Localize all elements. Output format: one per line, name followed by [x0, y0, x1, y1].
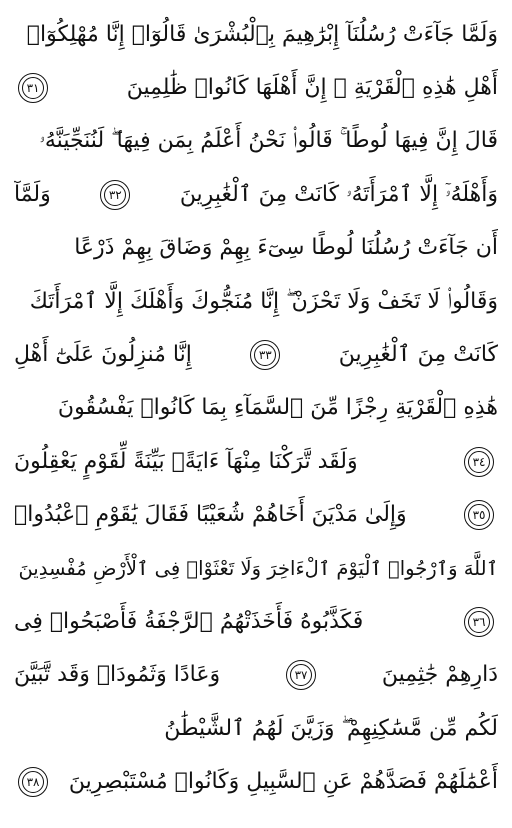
verse-text: قَالَ إِنَّ فِيهَا لُوطًا ۚ قَالُوا۟ نَحْنُ أَعْلَمُ بِمَن فِيهَا ۖ لَنُنَجِّيَنَّهُۥ [39, 128, 498, 154]
verse-text: هَٰذِهِ ٱلْقَرْيَةِ رِجْزًا مِّنَ ٱلسَّمَآءِ بِمَا كَانُوا۟ يَفْسُقُونَ [57, 395, 498, 421]
text-line [14, 222, 498, 275]
verse-text: وَلَقَد تَّرَكْنَا مِنْهَآ ءَايَةًۢ بَيِّنَةً لِّقَوْمٍ يَعْقِلُونَ [14, 448, 358, 474]
verse-text: أَن جَآءَتْ رُسُلُنَا لُوطًا سِىٓءَ بِهِمْ وَضَاقَ بِهِمْ ذَرْعًا [74, 235, 498, 261]
text-line [14, 595, 498, 648]
text-line [14, 489, 498, 542]
text-line [14, 8, 498, 61]
verse-text: فَكَذَّبُوهُ فَأَخَذَتْهُمُ ٱلرَّجْفَةُ فَأَصْبَحُوا۟ فِى [14, 608, 364, 634]
verse-text: ٱللَّهَ وَٱرْجُوا۟ ٱلْيَوْمَ ٱلْءَاخِرَ وَلَا تَعْثَوْا۟ فِى ٱلْأَرْضِ مُفْسِدِينَ [18, 556, 498, 580]
verse-text: أَهْلِ هَٰذِهِ ٱلْقَرْيَةِ ۖ إِنَّ أَهْلَهَا كَانُوا۟ ظَٰلِمِينَ [126, 75, 498, 101]
verse-text: كَانَتْ مِنَ ٱلْغَٰبِرِينَ [338, 342, 498, 368]
verse-text: دَارِهِمْ جَٰثِمِينَ [381, 662, 498, 688]
verse-text: وَأَهْلَهُۥٓ إِلَّا ٱمْرَأَتَهُۥ كَانَتْ مِنَ ٱلْغَٰبِرِينَ [179, 181, 498, 207]
ayah-number: ٣٣ [258, 348, 272, 363]
ayah-number: ٣٥ [472, 508, 486, 523]
text-line [14, 542, 498, 595]
verse-text: أَعْمَٰلَهُمْ فَصَدَّهُمْ عَنِ ٱلسَّبِيلِ وَكَانُوا۟ مُسْتَبْصِرِينَ [68, 769, 498, 795]
text-line [14, 755, 498, 808]
text-line [14, 61, 498, 114]
verse-text: وَلَمَّا جَآءَتْ رُسُلُنَآ إِبْرَٰهِيمَ بِٱلْبُشْرَىٰ قَالُوٓا۟ إِنَّا مُهْلِكُوٓا۟ [26, 21, 498, 47]
text-line [14, 115, 498, 168]
text-line [14, 382, 498, 435]
verse-text: وَلَمَّآ [14, 181, 51, 207]
ayah-number: ٣٢ [108, 187, 122, 202]
verse-text: وَقَالُوا۟ لَا تَخَفْ وَلَا تَحْزَنْ ۖ إِنَّا مُنَجُّوكَ وَأَهْلَكَ إِلَّا ٱمْرَأَتَكَ [29, 288, 498, 314]
verse-text: وَإِلَىٰ مَدْيَنَ أَخَاهُمْ شُعَيْبًا فَقَالَ يَٰقَوْمِ ٱعْبُدُوا۟ [14, 502, 407, 528]
ayah-number-marker [18, 767, 48, 797]
text-line [14, 435, 498, 488]
text-line [14, 275, 498, 328]
ayah-number: ٣٨ [26, 775, 40, 790]
text-line [14, 168, 498, 221]
ayah-number-marker [464, 607, 494, 637]
ayah-number-marker [464, 500, 494, 530]
ayah-number: ٣٧ [294, 668, 308, 683]
text-line [14, 649, 498, 702]
verse-text: لَكُم مِّن مَّسَٰكِنِهِمْ ۖ وَزَيَّنَ لَهُمُ ٱلشَّيْطَٰنُ [164, 715, 498, 741]
ayah-number-marker [18, 73, 48, 103]
verse-text: وَعَادًا وَثَمُودَا۟ وَقَد تَّبَيَّنَ [14, 662, 221, 688]
ayah-number-marker [286, 660, 316, 690]
ayah-number: ٣١ [26, 81, 40, 96]
verse-text: إِنَّا مُنزِلُونَ عَلَىٰٓ أَهْلِ [14, 342, 192, 368]
text-line [14, 702, 498, 755]
ayah-number-marker [464, 447, 494, 477]
ayah-number: ٣٦ [472, 614, 486, 629]
text-line [14, 328, 498, 381]
ayah-number-marker [100, 180, 130, 210]
ayah-number: ٣٤ [472, 454, 486, 469]
ayah-number-marker [250, 340, 280, 370]
